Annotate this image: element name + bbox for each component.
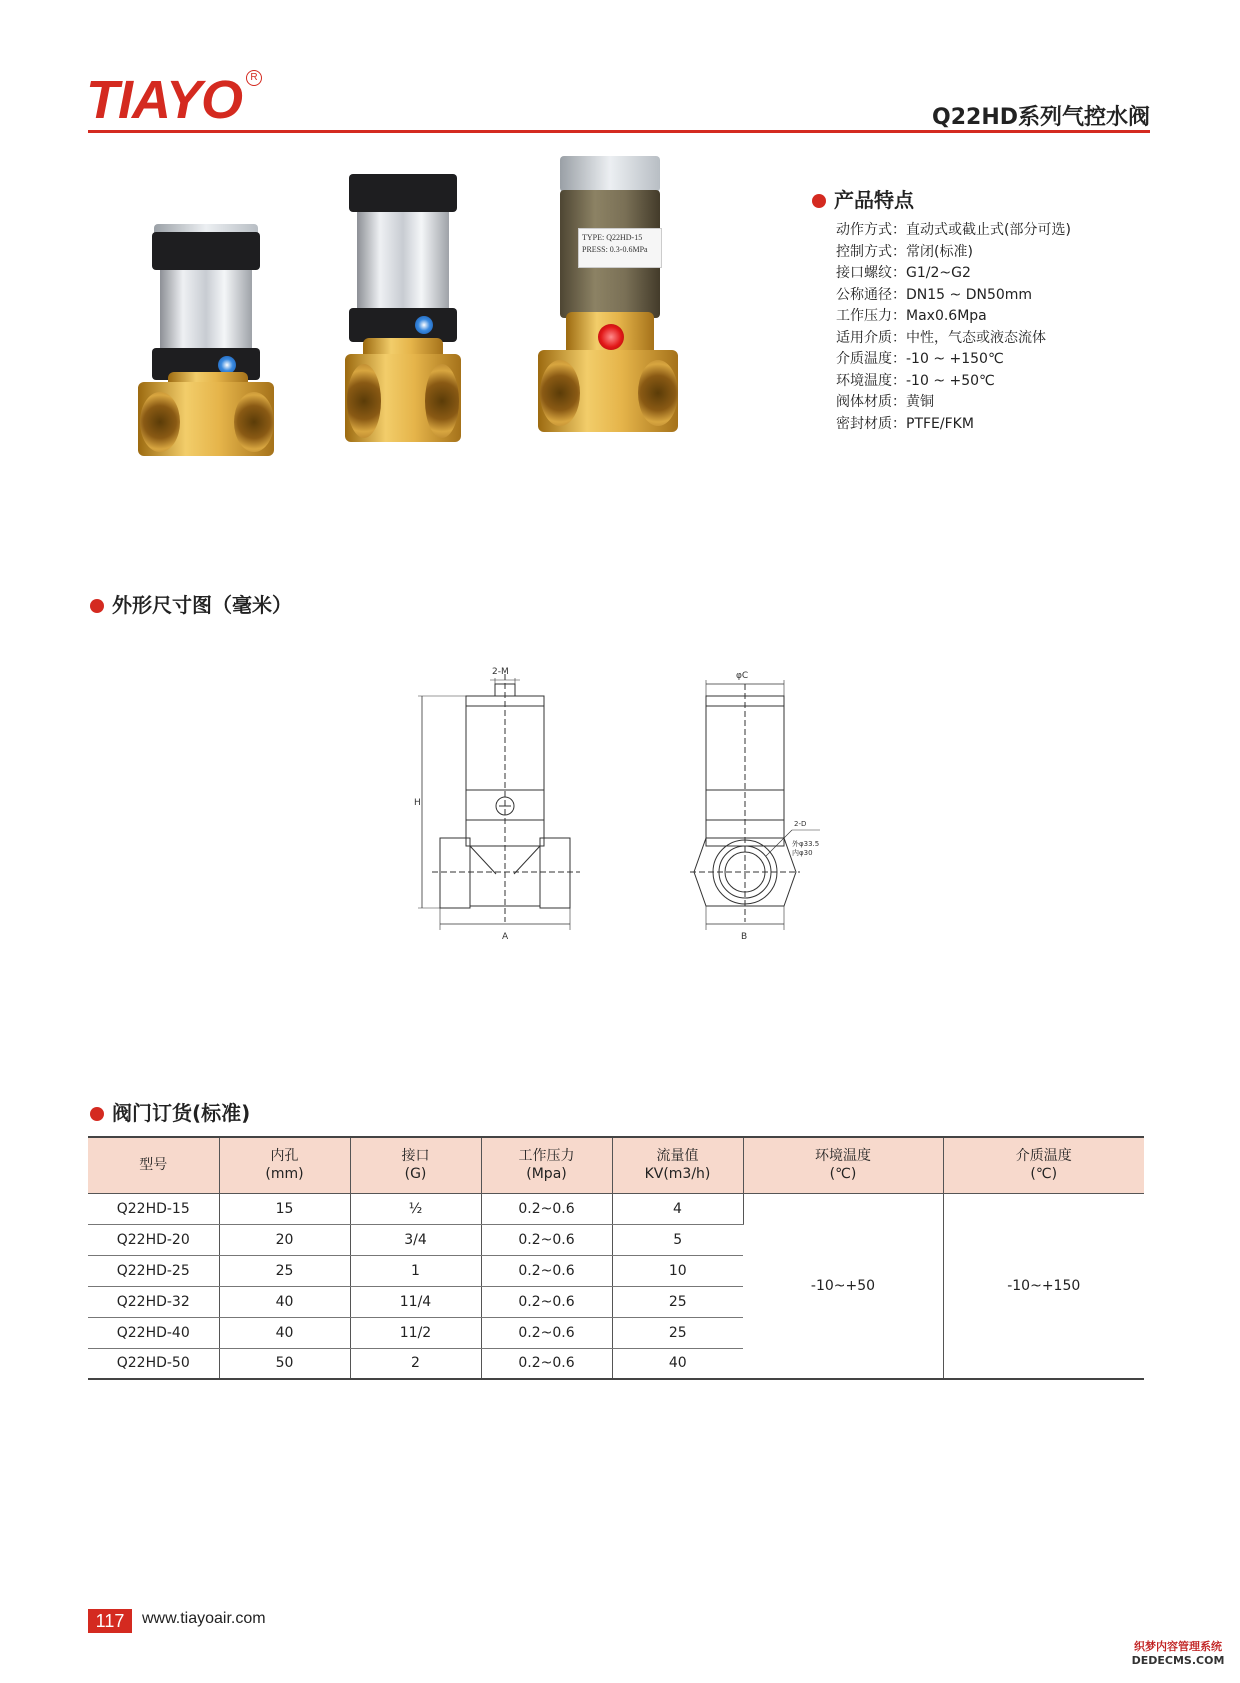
website-url[interactable]: www.tiayoair.com [142, 1610, 266, 1627]
feature-item: 控制方式：常闭(标准) [836, 243, 973, 260]
page-number: 117 [88, 1609, 132, 1633]
label-b: B [741, 932, 748, 942]
front-view [418, 674, 580, 930]
product-image-2 [345, 164, 465, 454]
header-media-temp: 介质温度 (℃) [943, 1137, 1144, 1193]
label-2m: 2-M [492, 667, 509, 677]
table-row: Q22HD-15 15 ½ 0.2~0.6 4 -10~+50 -10~+150 [88, 1193, 1144, 1224]
feature-item: 接口螺纹：G1/2~G2 [836, 265, 971, 281]
bullet-icon [90, 1107, 104, 1121]
features-list [836, 220, 1071, 435]
header-flow: 流量值 KV(m3/h) [612, 1137, 743, 1193]
feature-item: 阀体材质：黄铜 [836, 394, 934, 410]
header-bore: 内孔 (mm) [219, 1137, 350, 1193]
header-model: 型号 [88, 1137, 219, 1193]
ordering-title: 阀门订货(标准) [90, 1097, 250, 1126]
media-temp-cell: -10~+150 [943, 1193, 1144, 1379]
header-ambient-temp: 环境温度 (℃) [743, 1137, 943, 1193]
feature-item: 工作压力：Max0.6Mpa [836, 308, 987, 324]
features-title: 产品特点 [812, 184, 914, 213]
table-header-row [88, 1137, 1144, 1193]
table-row: Q22HD-25 25 1 0.2~0.6 10 [88, 1255, 1144, 1286]
feature-item: 动作方式：直动式或截止式(部分可选) [836, 222, 1071, 238]
product-nameplate: TYPE: Q22HD-15 PRESS: 0.3-0.6MPa [578, 228, 662, 268]
ambient-temp-cell: -10~+50 [743, 1193, 943, 1379]
dimensions-title: 外形尺寸图（毫米） [90, 589, 292, 618]
bullet-icon [90, 599, 104, 613]
label-phi-c: φC [736, 671, 749, 681]
feature-item: 公称通径：DN15 ~ DN50mm [836, 286, 1033, 303]
table-row: Q22HD-50 50 2 0.2~0.6 40 [88, 1348, 1144, 1379]
label-a: A [502, 932, 509, 942]
label-inner: 内φ30 [792, 849, 813, 857]
feature-item: 适用介质：中性，气态或液态流体 [836, 329, 1046, 346]
side-view [690, 680, 820, 930]
table-row: Q22HD-32 40 11/4 0.2~0.6 25 [88, 1286, 1144, 1317]
product-image-1 [138, 222, 278, 462]
feature-item: 介质温度：-10 ~ +150℃ [836, 351, 1004, 367]
header-divider [88, 130, 1150, 133]
label-2d: 2-D [794, 820, 807, 828]
watermark: 织梦内容管理系统 DEDECMS.COM [1131, 1640, 1225, 1667]
feature-item: 密封材质：PTFE/FKM [836, 415, 974, 432]
product-image-3 [538, 156, 680, 442]
table-row: Q22HD-20 20 3/4 0.2~0.6 5 [88, 1224, 1144, 1255]
label-outer: 外φ33.5 [792, 840, 820, 848]
page-title: Q22HD系列气控水阀 [932, 105, 1150, 130]
dimension-drawing [400, 660, 840, 950]
bullet-icon [812, 194, 826, 208]
table-row: Q22HD-40 40 11/2 0.2~0.6 25 [88, 1317, 1144, 1348]
label-h: H [414, 798, 421, 808]
registered-mark: R [246, 70, 262, 86]
ordering-table [88, 1136, 1144, 1380]
header-pressure: 工作压力 (Mpa) [481, 1137, 612, 1193]
brand-name: TIAYO [86, 70, 242, 130]
header-port: 接口 (G) [350, 1137, 481, 1193]
feature-item: 环境温度：-10 ~ +50℃ [836, 372, 995, 389]
